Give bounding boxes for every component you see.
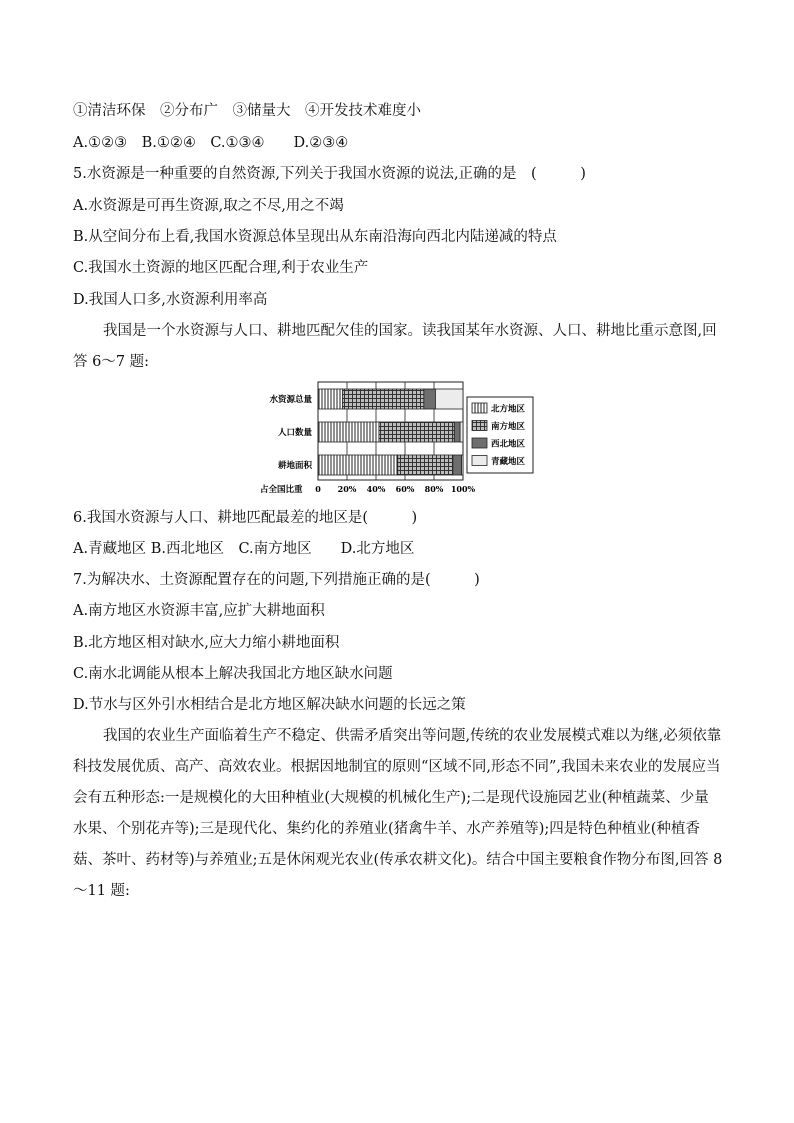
intro-8-11-text: 我国的农业生产面临着生产不稳定、供需矛盾突出等问题,传统的农业发展模式难以为继,必须依靠科技发展优质、高产、高效农业。根据因地制宜的原则“区域不同,形态不同”,我国未来农业的发展应当会有五种形态:一是规模化的大田种植业(大规模的机械化生产);二是现代设施园艺业(种植蔬菜、少量水果、个别花卉等);三是现代化、集约化的养殖业(猪禽牛羊、水产养殖等);四是特色种植业(种植香菇、茶叶、药材等)与养殖业;五是休闲观光农业(传承农耕文化)。结合中国主要粮食作物分布图,回答 8～11 题: bbox=[73, 728, 723, 899]
q7-option-a: A.南方地区水资源丰富,应扩大耕地面积 bbox=[73, 603, 325, 619]
q7-option-d: D.节水与区外引水相结合是北方地区解决缺水问题的长远之策 bbox=[73, 697, 466, 713]
bar-segment bbox=[424, 389, 436, 409]
intro-6-7-text: 我国是一个水资源与人口、耕地匹配欠佳的国家。读我国某年水资源、人口、耕地比重示意图,回答 6～7 题: bbox=[73, 323, 717, 370]
q7-option-c: C.南水北调能从根本上解决我国北方地区缺水问题 bbox=[73, 666, 393, 682]
chart-tick-labels bbox=[315, 484, 475, 494]
q6-stem: 6.我国水资源与人口、耕地匹配最差的地区是( ) bbox=[73, 510, 418, 526]
bar-segment bbox=[460, 422, 463, 442]
category-label: 人口数量 bbox=[277, 428, 312, 438]
bar-segment bbox=[379, 422, 454, 442]
chart-x-axis-label: 占全国比重 bbox=[260, 485, 303, 495]
bar-segment bbox=[453, 455, 462, 475]
q4-options-line: ①清洁环保 ②分布广 ③储量大 ④开发技术难度小 bbox=[73, 103, 421, 119]
bar-segment bbox=[343, 389, 424, 409]
category-label: 水资源总量 bbox=[269, 395, 312, 405]
legend-swatch bbox=[472, 438, 487, 448]
q5-option-d: D.我国人口多,水资源利用率高 bbox=[73, 292, 268, 308]
legend-label: 西北地区 bbox=[491, 439, 526, 450]
tick-label: 20% bbox=[337, 484, 357, 494]
q5-option-a: A.水资源是可再生资源,取之不尽,用之不竭 bbox=[73, 198, 344, 214]
stacked-bar-chart bbox=[252, 378, 542, 498]
tick-label: 60% bbox=[395, 484, 415, 494]
legend-swatch bbox=[472, 421, 487, 431]
chart-legend bbox=[467, 397, 533, 473]
intro-6-7 bbox=[73, 316, 723, 378]
bar-segment bbox=[462, 455, 463, 475]
chart-bars bbox=[318, 389, 463, 475]
tick-label: 100% bbox=[450, 484, 476, 494]
chart-category-labels bbox=[269, 394, 312, 471]
bar-segment bbox=[454, 422, 460, 442]
category-label: 耕地面积 bbox=[277, 461, 312, 471]
bar-segment bbox=[318, 389, 343, 409]
q4-choices: A.①②③ B.①②④ C.①③④ D.②③④ bbox=[73, 135, 349, 151]
q5-option-b: B.从空间分布上看,我国水资源总体呈现出从东南沿海向西北内陆递减的特点 bbox=[73, 229, 557, 245]
legend-label: 北方地区 bbox=[491, 404, 526, 415]
bar-segment bbox=[435, 389, 463, 409]
tick-label: 40% bbox=[366, 484, 386, 494]
tick-label: 0 bbox=[315, 484, 321, 494]
legend-label: 南方地区 bbox=[491, 422, 526, 432]
q5-stem: 5.水资源是一种重要的自然资源,下列关于我国水资源的说法,正确的是 ( ) bbox=[73, 166, 586, 182]
q7-option-b: B.北方地区相对缺水,应大力缩小耕地面积 bbox=[73, 635, 340, 651]
bar-segment bbox=[318, 455, 398, 475]
intro-8-11 bbox=[73, 721, 723, 907]
q5-option-c: C.我国水土资源的地区匹配合理,利于农业生产 bbox=[73, 260, 369, 276]
q7-stem: 7.为解决水、土资源配置存在的问题,下列措施正确的是( ) bbox=[73, 572, 480, 588]
legend-swatch bbox=[472, 403, 487, 413]
bar-segment bbox=[398, 455, 453, 475]
legend-label: 青藏地区 bbox=[491, 457, 526, 467]
tick-label: 80% bbox=[424, 484, 444, 494]
bar-segment bbox=[318, 422, 379, 442]
q6-choices: A.青藏地区 B.西北地区 C.南方地区 D.北方地区 bbox=[73, 541, 415, 557]
legend-swatch bbox=[472, 456, 487, 466]
